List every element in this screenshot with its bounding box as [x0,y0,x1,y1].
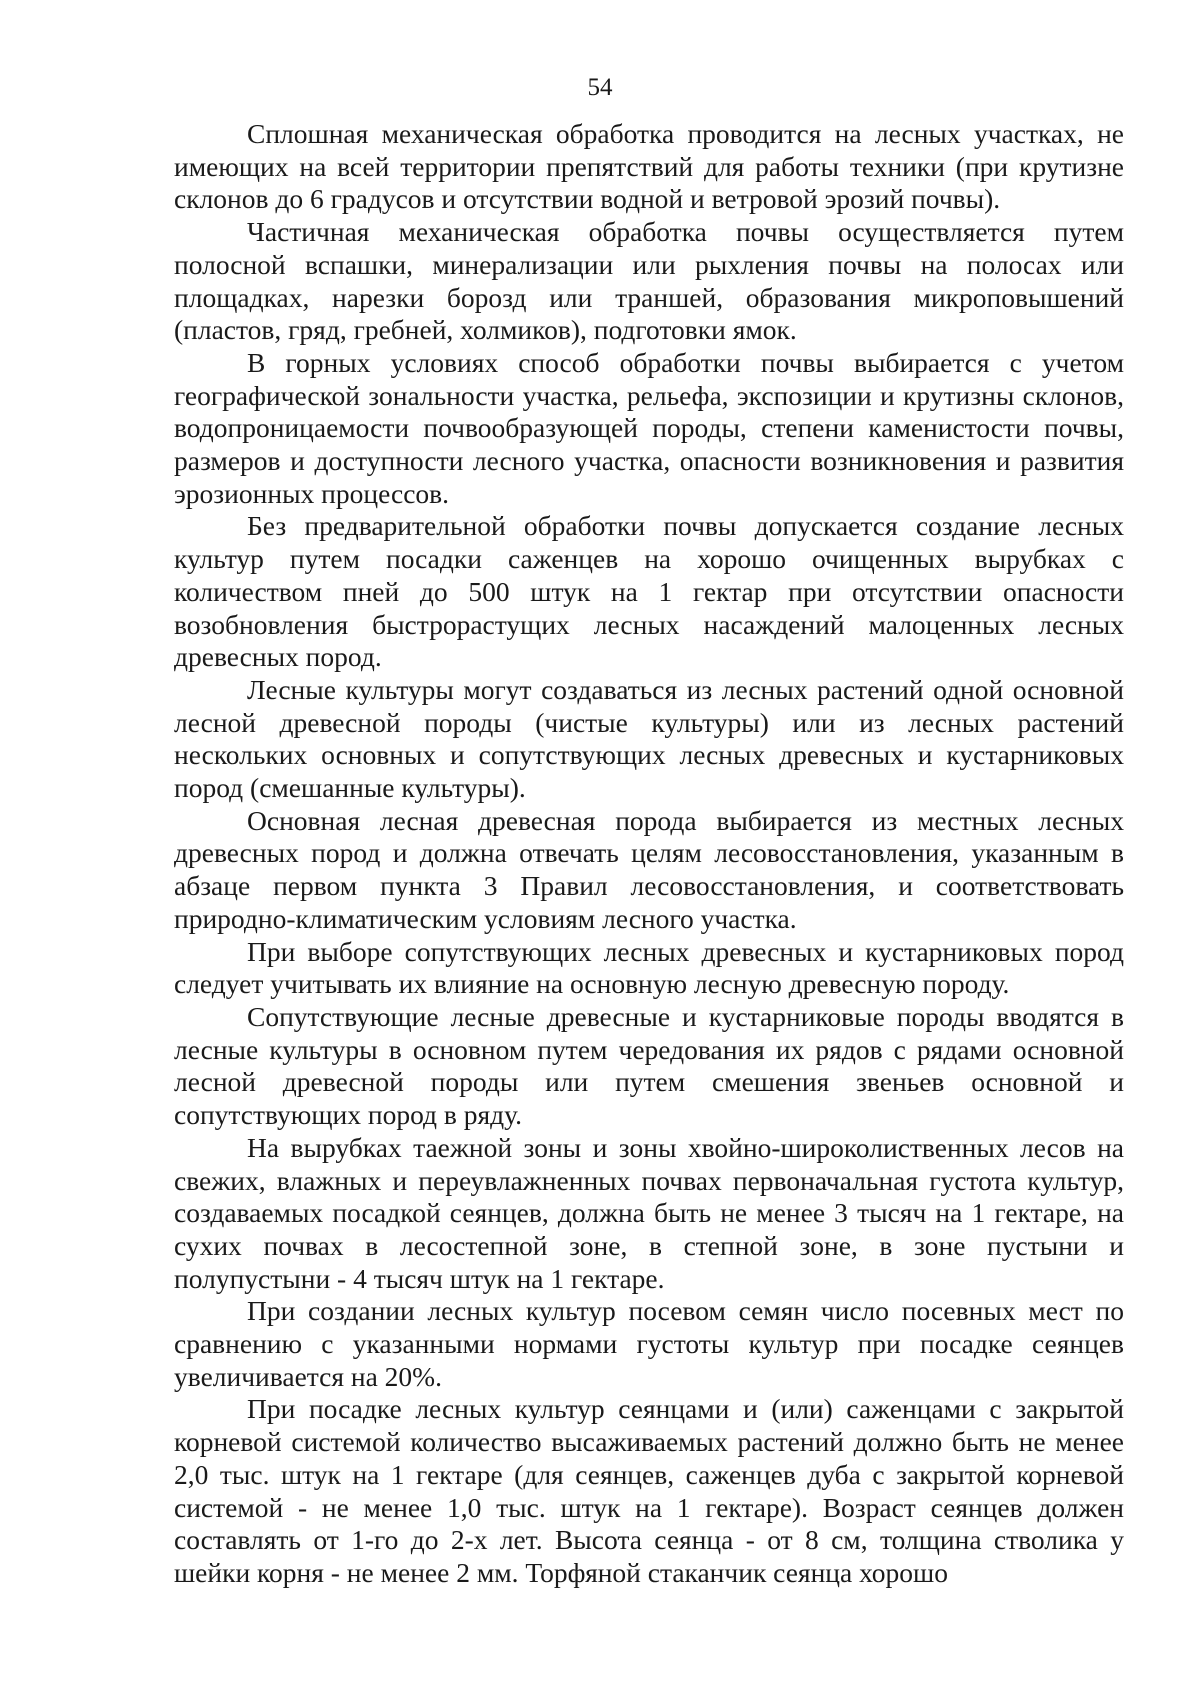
paragraph-companion-introduction: Сопутствующие лесные древесные и кустарниковые породы вводятся в лесные культуры в основном путем чередования их рядов с рядами основной лесной древесной породы или путем смешения звеньев основной и сопутствующих пород в ряду. [174,1000,1124,1131]
page-number: 54 [587,74,613,101]
paragraph-main-species: Основная лесная древесная порода выбирается из местных лесных древесных пород и должна отвечать целям лесовосстановления, указанным в абзаце первом пункта 3 Правил лесовосстановления, и соответствовать природно-климатическим условиям лесного участка. [174,804,1124,934]
paragraph-mountain-conditions: В горных условиях способ обработки почвы выбирается с учетом географической зональности участка, рельефа, экспозиции и крутизны склонов, водопроницаемости почвообразующей породы, степени каменистости почвы, размеров и доступности лесного участка, опасности возникновения и развития эрозионных процессов. [174,346,1124,509]
paragraph-partial-treatment: Частичная механическая обработка почвы осуществляется путем полосной вспашки, минерализации или рыхления почвы на полосах или площадках, нарезки борозд или траншей, образования микроповышений (пластов, гряд, гребней, холмиков), подготовки ямок. [174,216,1124,346]
paragraph-forest-cultures: Лесные культуры могут создаваться из лесных растений одной основной лесной древесной породы (чистые культуры) или из лесных растений нескольких основных и сопутствующих лесных древесных и кустарниковых пород (смешанные культуры). [174,673,1124,804]
paragraph-sowing-seeds: При создании лесных культур посевом семян число посевных мест по сравнению с указанными нормами густоты культур при посадке сеянцев увеличивается на 20%. [174,1295,1124,1392]
paragraph-closed-root-system: При посадке лесных культур сеянцами и (или) саженцами с закрытой корневой системой количество высаживаемых растений должно быть не менее 2,0 тыс. штук на 1 гектаре (для сеянцев, саженцев дуба с закрытой корневой системой - не менее 1,0 тыс. штук на 1 гектаре). Возраст сеянцев должен составлять от 1-го до 2-х лет. Высота сеянца - от 8 см, толщина стволика у шейки корня - не менее 2 мм. Торфяной стаканчик сеянца хорошо [174,1393,1124,1588]
body-text [174,118,1124,1590]
paragraph-continuous-treatment: Сплошная механическая обработка проводится на лесных участках, не имеющих на всей территории препятствий для работы техники (при крутизне склонов до 6 градусов и отсутствии водной и ветровой эрозий почвы). [174,118,1124,215]
paragraph-companion-choice: При выборе сопутствующих лесных древесных и кустарниковых пород следует учитывать их влияние на основную лесную древесную породу. [174,935,1124,1000]
paragraph-without-treatment: Без предварительной обработки почвы допускается создание лесных культур путем посадки саженцев на хорошо очищенных вырубках с количеством пней до 500 штук на 1 гектар при отсутствии опасности возобновления быстрорастущих лесных насаждений малоценных лесных древесных пород. [174,510,1124,673]
paragraph-planting-density: На вырубках таежной зоны и зоны хвойно-широколиственных лесов на свежих, влажных и переувлажненных почвах первоначальная густота культур, создаваемых посадкой сеянцев, должна быть не менее 3 тысяч на 1 гектаре, на сухих почвах в лесостепной зоне, в степной зоне, в зоне пустыни и полупустыни - 4 тысяч штук на 1 гектаре. [174,1131,1124,1294]
